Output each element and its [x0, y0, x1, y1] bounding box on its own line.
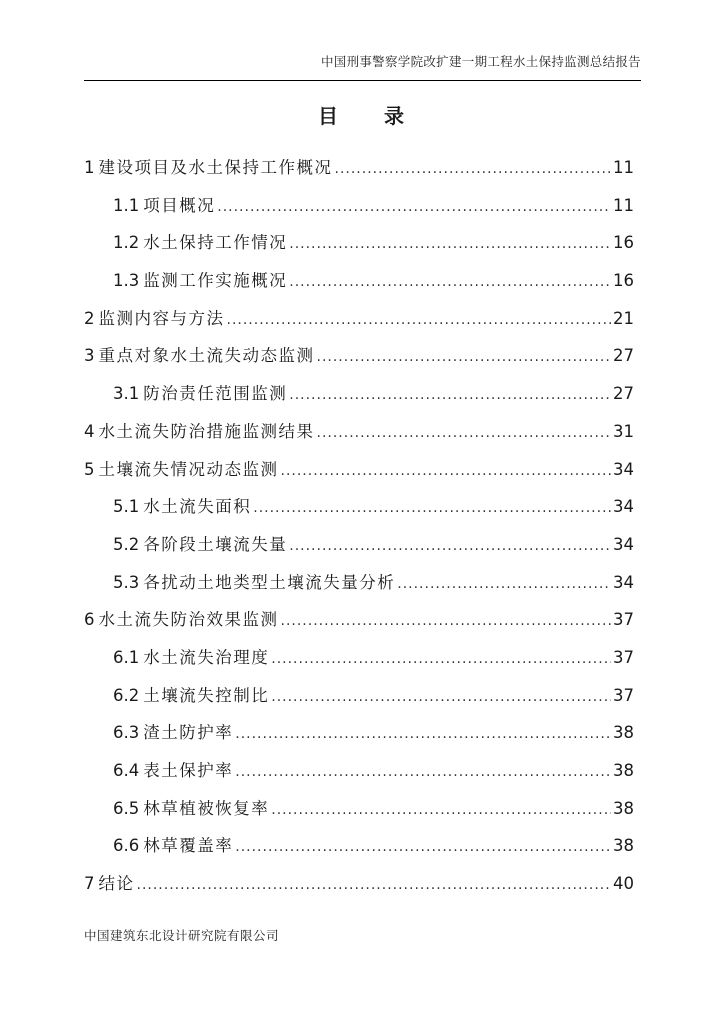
toc-entry-label: 土壤流失情况动态监测: [98, 459, 279, 479]
toc-dot-leader: [317, 415, 612, 453]
toc-entry-page-number: 34: [613, 572, 634, 592]
toc-dot-leader: [281, 453, 612, 491]
toc-dot-leader: [271, 641, 611, 679]
toc-entry-number: 4: [84, 421, 95, 441]
toc-entry-page-number: 27: [613, 346, 634, 366]
running-footer: 中国建筑东北设计研究院有限公司: [84, 928, 280, 943]
toc-entry-label: 水土流失防治措施监测结果: [98, 421, 315, 441]
toc-entry-label: 水土流失治理度: [143, 647, 270, 667]
toc-entry-number: 6.6: [113, 836, 140, 856]
toc-dot-leader: [271, 679, 611, 717]
header-divider: [84, 80, 641, 81]
toc-entry[interactable]: [84, 375, 634, 413]
toc-entry[interactable]: [84, 262, 634, 300]
toc-entry-label: 表土保护率: [143, 761, 234, 780]
toc-entry[interactable]: [84, 564, 634, 602]
toc-entry-page-number: 21: [613, 308, 634, 328]
toc-entry-label: 土壤流失控制比: [143, 685, 270, 705]
toc-entry-number: 5.3: [113, 572, 140, 592]
toc-entry-page-number: 34: [613, 459, 634, 479]
toc-entry-number: 1: [84, 158, 95, 177]
toc-entry-number: 1.2: [113, 233, 140, 253]
toc-entry[interactable]: [84, 488, 634, 526]
toc-entry-page-number: 34: [613, 497, 634, 517]
toc-dot-leader: [289, 264, 611, 302]
toc-entry-label: 防治责任范围监测: [143, 384, 288, 404]
toc-entry[interactable]: [84, 187, 634, 225]
toc-entry-page-number: 37: [613, 685, 634, 705]
toc-entry-number: 7: [84, 874, 95, 894]
toc-entry-page-number: 16: [613, 271, 634, 291]
toc-entry[interactable]: [84, 451, 634, 489]
toc-entry-label: 林草覆盖率: [143, 836, 234, 856]
toc-entry-number: 6.2: [113, 685, 140, 705]
toc-dot-leader: [217, 189, 611, 227]
toc-entry-page-number: 38: [613, 761, 634, 780]
toc-dot-leader: [281, 603, 612, 641]
toc-entry-label: 重点对象水土流失动态监测: [98, 346, 315, 366]
toc-entry-page-number: 27: [613, 384, 634, 404]
toc-dot-leader: [235, 754, 611, 792]
toc-dot-leader: [317, 339, 612, 377]
toc-dot-leader: [271, 792, 611, 830]
toc-entry[interactable]: [84, 827, 634, 865]
toc-dot-leader: [289, 226, 611, 264]
toc-entry-label: 建设项目及水土保持工作概况: [98, 158, 333, 177]
toc-dot-leader: [227, 302, 612, 340]
toc-entry[interactable]: [84, 526, 634, 564]
toc-entry[interactable]: [84, 639, 634, 677]
toc-entry[interactable]: [84, 677, 634, 715]
toc-entry-label: 水土保持工作情况: [143, 233, 288, 253]
toc-entry-label: 林草植被恢复率: [143, 798, 270, 818]
toc-entry-number: 3: [84, 346, 95, 366]
toc-entry[interactable]: [84, 337, 634, 375]
toc-entry[interactable]: [84, 790, 634, 828]
toc-entry-page-number: 37: [613, 647, 634, 667]
toc-entry-label: 监测内容与方法: [98, 308, 225, 328]
toc-dot-leader: [137, 867, 612, 905]
toc-entry-number: 6.3: [113, 723, 140, 743]
toc-entry-number: 5.2: [113, 534, 140, 554]
table-of-contents: [84, 149, 634, 903]
toc-entry-page-number: 34: [613, 534, 634, 554]
toc-entry-page-number: 38: [613, 723, 634, 743]
toc-entry[interactable]: [84, 752, 634, 790]
page-title: [0, 100, 724, 129]
toc-entry-label: 水土流失面积: [143, 497, 252, 517]
toc-entry-number: 5.1: [113, 497, 140, 517]
toc-entry[interactable]: [84, 413, 634, 451]
toc-entry[interactable]: [84, 149, 634, 187]
toc-entry-page-number: 40: [613, 874, 634, 894]
toc-entry-number: 6.1: [113, 647, 140, 667]
toc-dot-leader: [253, 490, 611, 528]
toc-entry-page-number: 11: [613, 158, 634, 177]
toc-entry-label: 监测工作实施概况: [143, 271, 288, 291]
toc-entry-page-number: 11: [613, 195, 634, 215]
toc-entry-label: 各阶段土壤流失量: [143, 534, 288, 554]
toc-dot-leader: [397, 566, 611, 604]
toc-entry-label: 各扰动土地类型土壤流失量分析: [143, 572, 396, 592]
toc-dot-leader: [289, 528, 611, 566]
toc-entry[interactable]: [84, 865, 634, 903]
page-title-char-2: 录: [384, 104, 406, 128]
toc-entry-number: 6.5: [113, 798, 140, 818]
toc-entry-page-number: 38: [613, 798, 634, 818]
toc-entry-label: 项目概况: [143, 195, 216, 215]
toc-entry[interactable]: [84, 601, 634, 639]
running-header: 中国刑事警察学院改扩建一期工程水土保持监测总结报告: [320, 54, 641, 69]
toc-entry-page-number: 37: [613, 610, 634, 630]
toc-entry-number: 6.4: [113, 761, 140, 780]
toc-entry-number: 5: [84, 459, 95, 479]
toc-entry-label: 渣土防护率: [143, 723, 234, 743]
toc-entry-label: 结论: [98, 874, 135, 894]
toc-entry-number: 2: [84, 308, 95, 328]
toc-entry[interactable]: [84, 714, 634, 752]
toc-entry[interactable]: [84, 300, 634, 338]
toc-entry-page-number: 38: [613, 836, 634, 856]
toc-dot-leader: [235, 829, 611, 867]
toc-entry-page-number: 16: [613, 233, 634, 253]
toc-entry-number: 1.3: [113, 271, 140, 291]
toc-entry-number: 1.1: [113, 195, 140, 215]
toc-entry[interactable]: [84, 224, 634, 262]
toc-entry-number: 6: [84, 610, 95, 630]
toc-dot-leader: [235, 716, 611, 754]
toc-dot-leader: [335, 151, 612, 189]
toc-entry-page-number: 31: [613, 421, 634, 441]
toc-entry-label: 水土流失防治效果监测: [98, 610, 279, 630]
toc-dot-leader: [289, 377, 611, 415]
toc-entry-number: 3.1: [113, 384, 140, 404]
page-title-char-1: 目: [318, 104, 340, 128]
